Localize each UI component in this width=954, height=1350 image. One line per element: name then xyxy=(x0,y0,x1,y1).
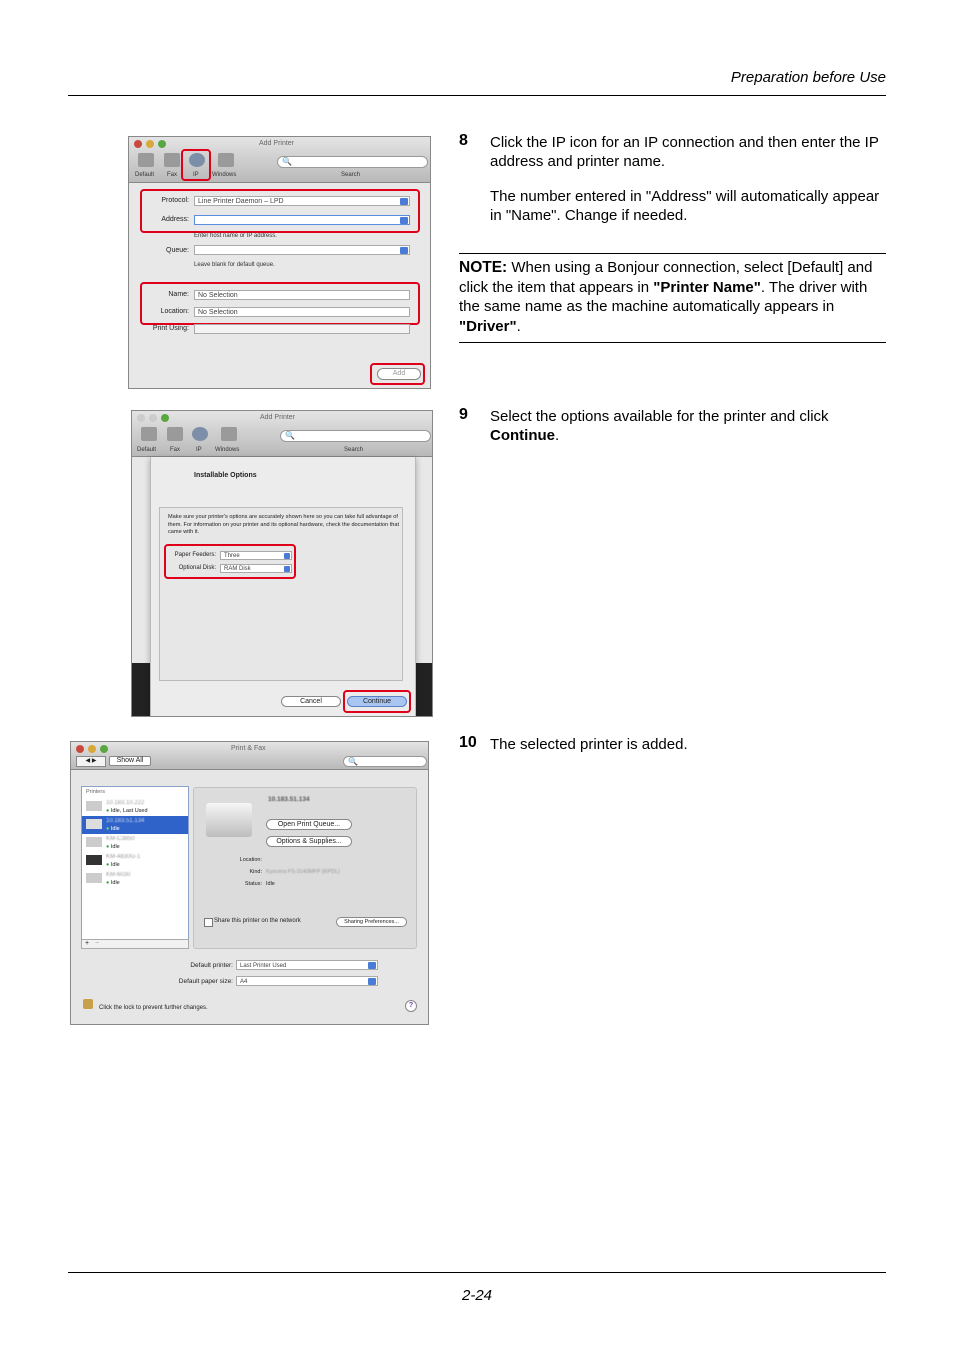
location-label: Location: xyxy=(239,857,262,863)
windows-printer-icon[interactable] xyxy=(221,427,237,441)
status-dot-icon: ● xyxy=(106,880,110,886)
zoom-window-icon[interactable] xyxy=(100,745,108,753)
location-value: No Selection xyxy=(198,309,238,316)
printer-status xyxy=(106,826,120,832)
minimize-window-icon[interactable] xyxy=(149,414,157,422)
queue-hint: Leave blank for default queue. xyxy=(194,262,275,268)
list-item[interactable] xyxy=(82,852,188,870)
paper-feeders-value: Three xyxy=(224,553,240,559)
ip-globe-icon[interactable] xyxy=(192,427,208,441)
window-title: Add Printer xyxy=(259,140,295,147)
printer-name: 10.183.10.222 xyxy=(106,800,145,806)
minimize-window-icon[interactable] xyxy=(146,140,154,148)
search-icon: 🔍 xyxy=(282,157,292,166)
step-number: 8 xyxy=(459,132,468,149)
printer-icon xyxy=(86,837,102,847)
printer-status xyxy=(106,808,148,814)
status-dot-icon: ● xyxy=(106,862,110,868)
step-9-text xyxy=(490,407,886,445)
options-sheet xyxy=(150,457,416,716)
toolbar-label-default: Default xyxy=(135,172,155,178)
toolbar-label-fax: Fax xyxy=(167,172,178,178)
note-text: When using a Bonjour connection, select [Default] and click the item that appears in xyxy=(459,259,873,296)
share-printer-label: Share this printer on the network xyxy=(214,918,301,924)
status-value: Idle xyxy=(266,881,275,887)
step-9-continue-bold: Continue xyxy=(490,427,555,444)
add-button[interactable]: Add xyxy=(377,368,421,380)
select-arrow-icon xyxy=(368,962,376,969)
step-9-text-part: Select the options available for the printer and click xyxy=(490,408,829,425)
footer-rule xyxy=(68,1272,886,1273)
back-forward-buttons[interactable]: ◀ ▶ xyxy=(76,756,106,767)
default-paper-label: Default paper size: xyxy=(178,978,233,985)
search-field[interactable] xyxy=(277,156,428,168)
ip-highlight-box xyxy=(181,149,211,181)
step-8-text: Click the IP icon for an IP connection and then enter the IP address and printer name. xyxy=(490,134,879,170)
sheet-title: Installable Options xyxy=(194,472,257,479)
list-item[interactable] xyxy=(82,870,188,888)
status-dot-icon: ● xyxy=(106,808,110,814)
header-rule xyxy=(68,95,886,96)
list-controls xyxy=(81,939,189,949)
select-arrow-icon xyxy=(368,978,376,985)
step-10-text: The selected printer is added. xyxy=(490,736,688,753)
default-printer-value: Last Printer Used xyxy=(240,963,287,969)
window-toolbar xyxy=(71,742,428,770)
select-arrow-icon xyxy=(400,247,408,254)
printer-name: 10.183.51.134 xyxy=(106,818,145,824)
note-bold-printer-name: "Printer Name" xyxy=(653,278,761,296)
toolbar-label-ip: IP xyxy=(193,172,199,178)
printers-header: Printers xyxy=(86,789,105,795)
printer-status-text: Idle xyxy=(110,844,120,850)
printer-icon xyxy=(86,801,102,811)
search-icon: 🔍 xyxy=(285,431,295,440)
zoom-window-icon[interactable] xyxy=(158,140,166,148)
printer-status xyxy=(106,844,120,850)
list-item[interactable] xyxy=(82,834,188,852)
printer-large-icon xyxy=(206,803,252,837)
step-9-text-part: . xyxy=(555,427,560,444)
protocol-address-highlight-box xyxy=(140,189,420,233)
list-item-selected[interactable] xyxy=(82,816,188,834)
queue-field[interactable] xyxy=(194,245,410,255)
close-window-icon[interactable] xyxy=(134,140,142,148)
printer-status xyxy=(106,862,120,868)
page-number: 2-24 xyxy=(461,1287,493,1304)
page-header-title: Preparation before Use xyxy=(730,69,886,86)
zoom-window-icon[interactable] xyxy=(161,414,169,422)
close-window-icon[interactable] xyxy=(76,745,84,753)
toolbar-label-windows: Windows xyxy=(215,447,240,453)
search-icon: 🔍 xyxy=(348,757,358,766)
toolbar-label-windows: Windows xyxy=(212,172,237,178)
printer-status-text: Idle xyxy=(110,862,120,868)
note-text: . xyxy=(516,317,521,335)
toolbar-label-fax: Fax xyxy=(170,447,181,453)
cancel-button[interactable]: Cancel xyxy=(281,696,341,707)
step-number: 10 xyxy=(459,734,477,751)
print-and-fax-screenshot xyxy=(70,741,429,1025)
address-label: Address: xyxy=(161,216,189,223)
paper-feeders-label: Paper Feeders: xyxy=(174,552,216,558)
print-using-select[interactable] xyxy=(194,324,410,334)
default-paper-value: A4 xyxy=(240,979,248,985)
fax-icon[interactable] xyxy=(164,153,180,167)
close-window-icon[interactable] xyxy=(137,414,145,422)
printer-status-text: Idle xyxy=(110,880,120,886)
kind-label: Kind: xyxy=(249,869,262,875)
window-toolbar xyxy=(129,137,430,183)
continue-button[interactable]: Continue xyxy=(347,696,407,707)
search-label: Search xyxy=(341,172,361,178)
window-title: Print & Fax xyxy=(231,745,266,752)
lock-icon[interactable] xyxy=(83,999,93,1009)
optional-disk-label: Optional Disk: xyxy=(178,565,216,571)
default-printer-select[interactable] xyxy=(236,960,378,970)
default-printer-icon[interactable] xyxy=(138,153,154,167)
queue-label: Queue: xyxy=(166,247,189,254)
options-panel xyxy=(159,507,403,681)
search-field[interactable] xyxy=(343,756,427,767)
printer-icon xyxy=(86,873,102,883)
optional-disk-value: RAM Disk xyxy=(224,566,251,572)
selected-printer-name: 10.183.51.134 xyxy=(268,796,310,803)
note-text: . The driver with the same name as the machine automatically appears in xyxy=(459,278,868,315)
sharing-preferences-button[interactable]: Sharing Preferences... xyxy=(336,917,407,927)
window-title: Add Printer xyxy=(260,414,296,421)
fax-icon[interactable] xyxy=(167,427,183,441)
printer-status xyxy=(106,880,120,886)
print-using-label: Print Using: xyxy=(152,325,189,332)
sheet-description: Make sure your printer's options are accurately shown here so you can take full advantage of them. For information on your printer and its optional hardware, check the documentation that came with it. xyxy=(168,514,400,535)
step-8-note-text: The number entered in "Address" will automatically appear in "Name". Change if needed. xyxy=(490,188,880,224)
protocol-label: Protocol: xyxy=(161,197,189,204)
kind-value: Kyocera FS-3140MFP (KPDL) xyxy=(266,869,340,875)
printer-list xyxy=(81,786,189,940)
remove-printer-button[interactable]: − xyxy=(95,940,100,947)
options-supplies-button[interactable]: Options & Supplies... xyxy=(266,836,352,847)
default-printer-icon[interactable] xyxy=(141,427,157,441)
printer-status-text: Idle, Last Used xyxy=(110,808,148,814)
status-dot-icon: ● xyxy=(106,826,110,832)
help-icon[interactable]: ? xyxy=(405,1000,417,1012)
default-printer-label: Default printer: xyxy=(190,962,233,969)
name-location-highlight-box xyxy=(140,282,420,325)
add-printer-button[interactable]: + xyxy=(85,940,90,947)
location-label: Location: xyxy=(160,308,189,315)
printer-name: KM-C3850 xyxy=(106,836,135,842)
continue-highlight-box xyxy=(343,690,411,713)
search-field[interactable] xyxy=(280,430,431,442)
printer-detail-pane xyxy=(193,787,417,949)
windows-printer-icon[interactable] xyxy=(218,153,234,167)
address-hint: Enter host name or IP address. xyxy=(194,233,277,239)
desktop-background xyxy=(132,663,152,716)
printer-name: KM-6030 xyxy=(106,872,131,878)
printer-icon xyxy=(86,819,102,829)
installable-options-screenshot xyxy=(131,410,433,717)
window-toolbar xyxy=(132,411,432,457)
name-value: No Selection xyxy=(198,292,238,299)
toolbar-label-default: Default xyxy=(137,447,157,453)
show-all-button[interactable]: Show All xyxy=(109,756,151,766)
default-paper-select[interactable] xyxy=(236,976,378,986)
note-box xyxy=(459,253,886,343)
name-label: Name: xyxy=(168,291,189,298)
note-label: NOTE: xyxy=(459,259,508,276)
options-highlight-box xyxy=(164,544,296,579)
status-label: Status: xyxy=(244,881,262,887)
printer-status-text: Idle xyxy=(110,826,120,832)
search-label: Search xyxy=(344,447,364,453)
open-print-queue-button[interactable]: Open Print Queue... xyxy=(266,819,352,830)
minimize-window-icon[interactable] xyxy=(88,745,96,753)
status-dot-icon: ● xyxy=(106,844,110,850)
lock-text: Click the lock to prevent further changes. xyxy=(99,1005,208,1011)
share-printer-checkbox[interactable] xyxy=(204,918,213,927)
list-item[interactable] xyxy=(82,798,188,816)
note-bold-driver: "Driver" xyxy=(459,317,517,335)
step-number: 9 xyxy=(459,406,468,423)
protocol-value: Line Printer Daemon – LPD xyxy=(198,198,284,205)
add-button-highlight-box xyxy=(370,363,425,385)
toolbar-label-ip: IP xyxy=(196,447,202,453)
add-printer-ip-screenshot xyxy=(128,136,431,389)
printer-icon xyxy=(86,855,102,865)
printer-name: KM-4830G-1 xyxy=(106,854,141,860)
